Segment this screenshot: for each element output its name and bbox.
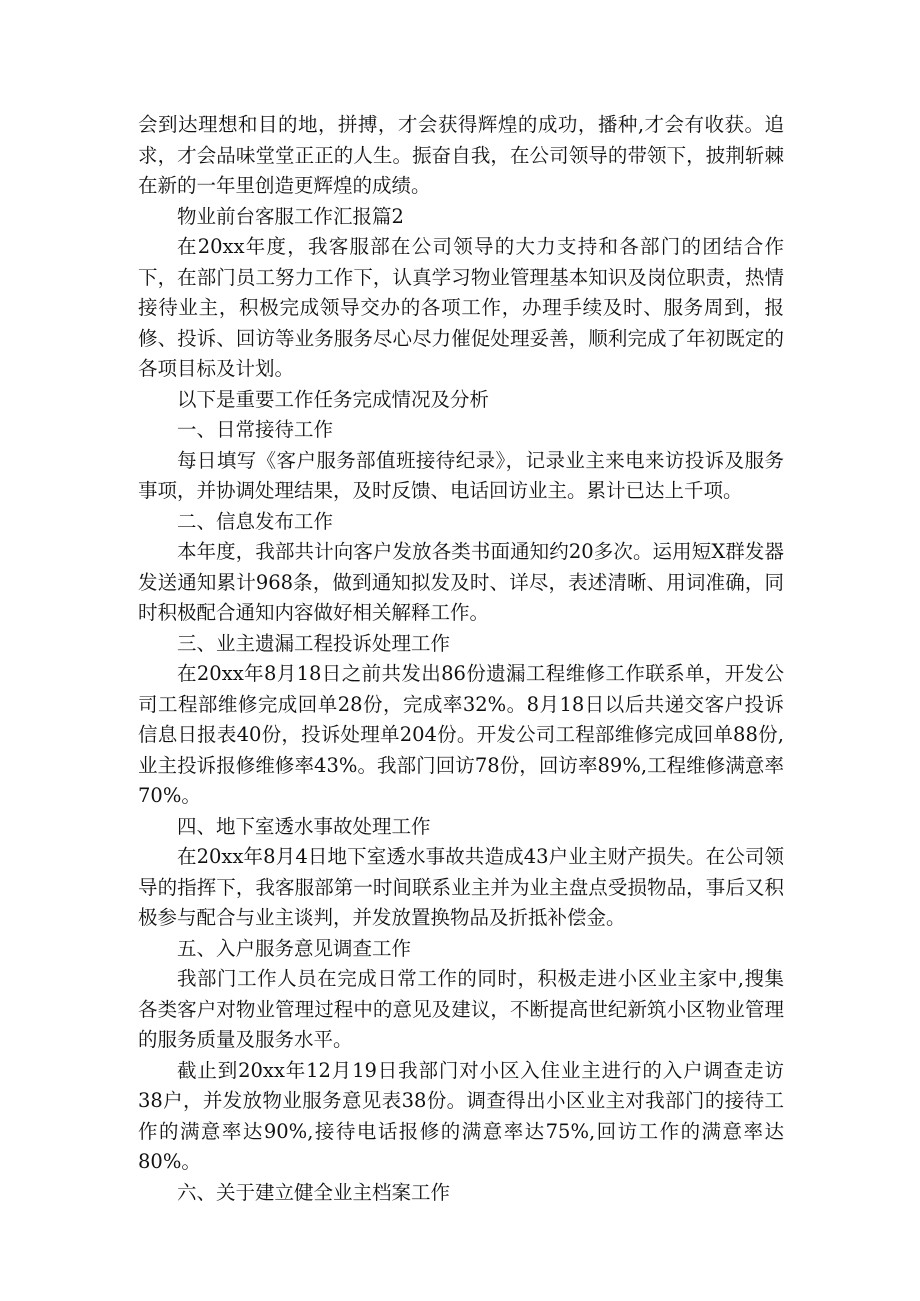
heading-daily-reception: 一、日常接待工作 — [177, 418, 334, 441]
heading-basement-leak: 四、地下室透水事故处理工作 — [177, 814, 431, 838]
paragraph-info-release: 本年度，我部共计向客户发放各类书面通知约20多次。运用短X群发器发送通知累计968条，做到通知拟发及时、详尽，表述清晰、用词准确，同时积极配合通知内容做好相关解释工作。 — [138, 540, 784, 624]
paragraph-survey: 我部门工作人员在完成日常工作的同时，积极走进小区业主家中,搜集各类客户对物业管理过程中的意见及建议，不断提高世纪新筑小区物业管理的服务质量及服务水平。 — [138, 967, 784, 1051]
heading-survey: 五、入户服务意见调查工作 — [177, 936, 412, 960]
paragraph-basement-leak: 在20xx年8月4日地下室透水事故共造成43户业主财产损失。在公司领导的指挥下，我客服部第一时间联系业主并为业主盘点受损物品，事后又积极参与配合与业主谈判，并发放置换物品及折抵补偿金。 — [138, 845, 784, 929]
section-heading-report-2: 物业前台客服工作汇报篇2 — [177, 204, 404, 228]
paragraph-summary-heading: 以下是重要工作任务完成情况及分析 — [177, 387, 490, 411]
paragraph-complaint-handling: 在20xx年8月18日之前共发出86份遗漏工程维修工作联系单，开发公司工程部维修完成回单28份，完成率32%。8月18日以后共递交客户投诉信息日报表40份，投诉处理单204份。开发公司工程部维修完成回单88份,业主投诉报修维修率43%。我部门回访78份，回访率89%,工程维修满意率70%。 — [138, 662, 784, 807]
heading-info-release: 二、信息发布工作 — [177, 509, 334, 533]
paragraph-continuation: 会到达理想和目的地，拼搏，才会获得辉煌的成功，播种,才会有收获。追求，才会品味堂堂正正的人生。振奋自我，在公司领导的带领下，披荆斩棘在新的一年里创造更辉煌的成绩。 — [138, 113, 784, 197]
paragraph-intro: 在20xx年度，我客服部在公司领导的大力支持和各部门的团结合作下，在部门员工努力工作下，认真学习物业管理基本知识及岗位职责，热情接待业主，积极完成领导交办的各项工作，办理手续及时、服务周到，报修、投诉、回访等业务服务尽心尽力催促处理妥善，顺利完成了年初既定的各项目标及计划。 — [138, 235, 784, 380]
heading-complaint-handling: 三、业主遗漏工程投诉处理工作 — [177, 631, 451, 655]
paragraph-daily-reception: 每日填写《客户服务部值班接待纪录》，记录业主来电来访投诉及服务事项，并协调处理结果，及时反馈、电话回访业主。累计已达上千项。 — [138, 448, 784, 502]
heading-owner-archive: 六、关于建立健全业主档案工作 — [177, 1180, 451, 1204]
paragraph-survey-results: 截止到20xx年12月19日我部门对小区入住业主进行的入户调查走访38户，并发放物业服务意见表38份。调查得出小区业主对我部门的接待工作的满意率达90%,接待电话报修的满意率达75%,回访工作的满意率达80%。 — [138, 1058, 784, 1173]
